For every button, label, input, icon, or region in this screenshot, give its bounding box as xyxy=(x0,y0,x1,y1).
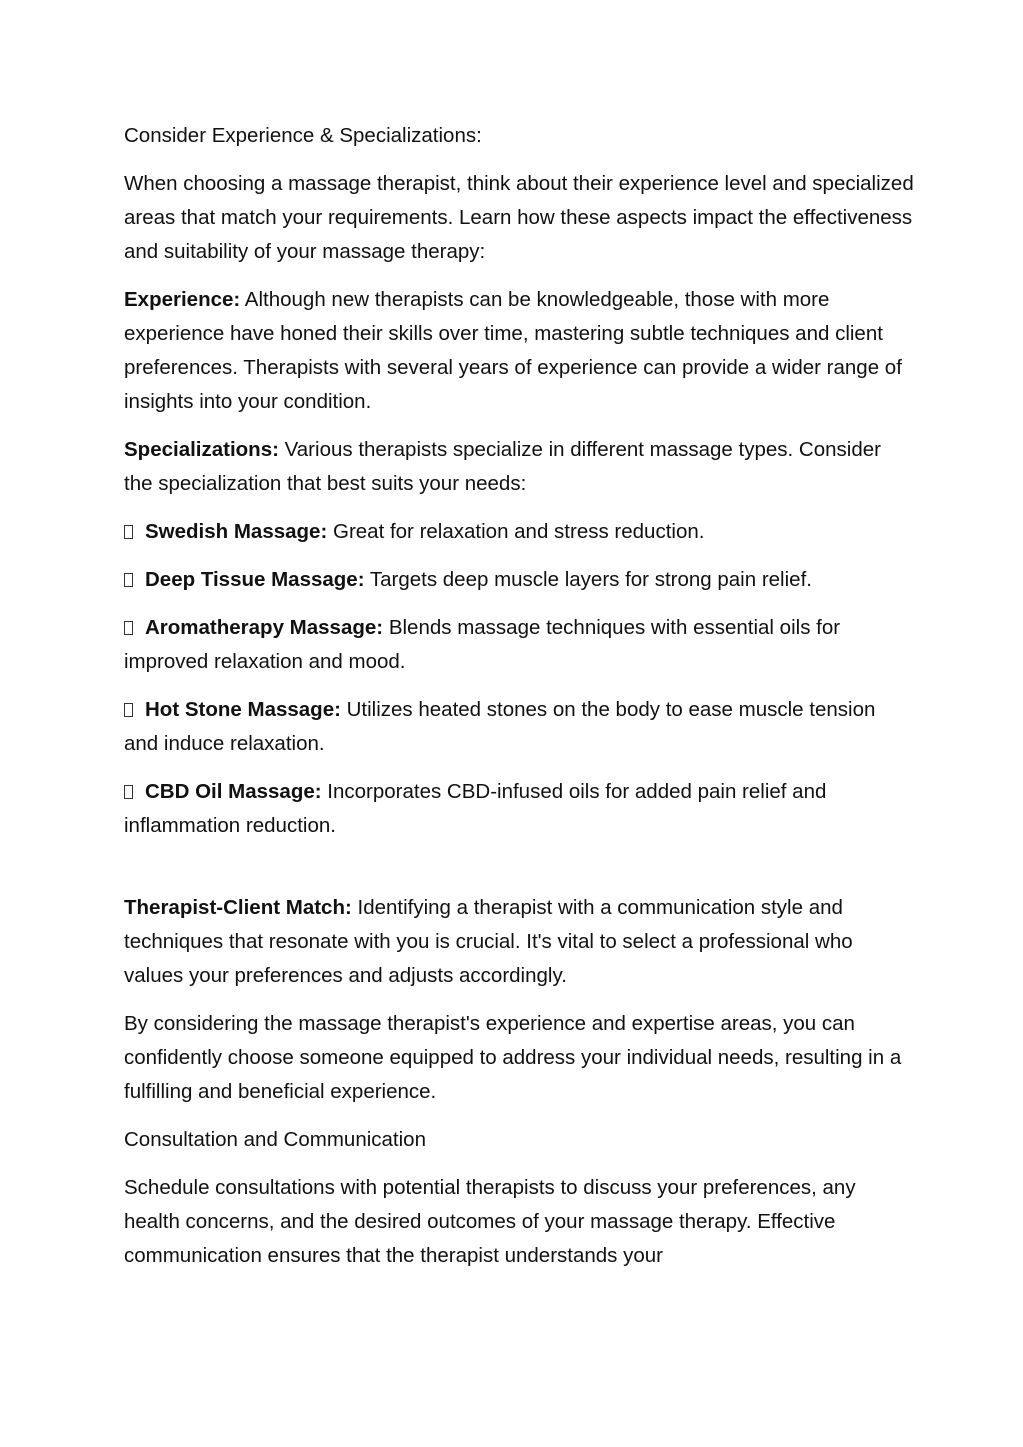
experience-paragraph xyxy=(124,283,914,419)
section-heading-experience-specializations: Consider Experience & Specializations: xyxy=(124,124,482,147)
therapist-client-match-text: Identifying a therapist with a communication style and techniques that resonate with you is crucial. It's vital to select a professional who values your preferences and adjusts accordingly. xyxy=(124,896,853,987)
list-item-label: Deep Tissue Massage: xyxy=(145,568,365,591)
list-item-swedish-massage xyxy=(124,515,914,549)
list-item-text: Incorporates CBD-infused oils for added pain relief and inflammation reduction. xyxy=(124,780,827,837)
missing-glyph-bullet-icon xyxy=(124,785,133,799)
conclusion-paragraph: By considering the massage therapist's experience and expertise areas, you can confidently choose someone equipped to address your individual needs, resulting in a fulfilling and beneficial experience. xyxy=(124,1012,902,1103)
list-item-cbd-oil-massage xyxy=(124,775,914,843)
missing-glyph-bullet-icon xyxy=(124,573,133,587)
list-item-text: Utilizes heated stones on the body to ease muscle tension and induce relaxation. xyxy=(124,698,876,755)
experience-label: Experience: xyxy=(124,288,241,311)
list-item-label: Swedish Massage: xyxy=(145,520,328,543)
therapist-client-match-paragraph xyxy=(124,891,914,993)
list-item-hot-stone-massage xyxy=(124,693,914,761)
list-item-deep-tissue-massage xyxy=(124,563,914,597)
missing-glyph-bullet-icon xyxy=(124,525,133,539)
section-heading-consultation: Consultation and Communication xyxy=(124,1128,426,1151)
missing-glyph-bullet-icon xyxy=(124,703,133,717)
consultation-paragraph: Schedule consultations with potential therapists to discuss your preferences, any health concerns, and the desired outcomes of your massage therapy. Effective communication ensures that the therapist understands your xyxy=(124,1176,856,1267)
intro-paragraph: When choosing a massage therapist, think about their experience level and specialized areas that match your requirements. Learn how these aspects impact the effectiveness and suitability of your massage therapy: xyxy=(124,172,914,263)
list-item-aromatherapy-massage xyxy=(124,611,914,679)
specializations-paragraph xyxy=(124,433,914,501)
list-item-label: CBD Oil Massage: xyxy=(145,780,322,803)
list-item-label: Hot Stone Massage: xyxy=(145,698,341,721)
list-item-text: Targets deep muscle layers for strong pain relief. xyxy=(364,568,812,591)
list-item-label: Aromatherapy Massage: xyxy=(145,616,384,639)
therapist-client-match-label: Therapist-Client Match: xyxy=(124,896,352,919)
specializations-label: Specializations: xyxy=(124,438,279,461)
missing-glyph-bullet-icon xyxy=(124,621,133,635)
list-item-text: Great for relaxation and stress reduction. xyxy=(327,520,705,543)
experience-text: Although new therapists can be knowledgeable, those with more experience have honed their skills over time, mastering subtle techniques and client preferences. Therapists with several years of experience can provide a wider range of insights into your condition. xyxy=(124,288,902,413)
specializations-text: Various therapists specialize in different massage types. Consider the specialization that best suits your needs: xyxy=(124,438,881,495)
list-item-text: Blends massage techniques with essential oils for improved relaxation and mood. xyxy=(124,616,841,673)
document-page xyxy=(124,119,914,1287)
